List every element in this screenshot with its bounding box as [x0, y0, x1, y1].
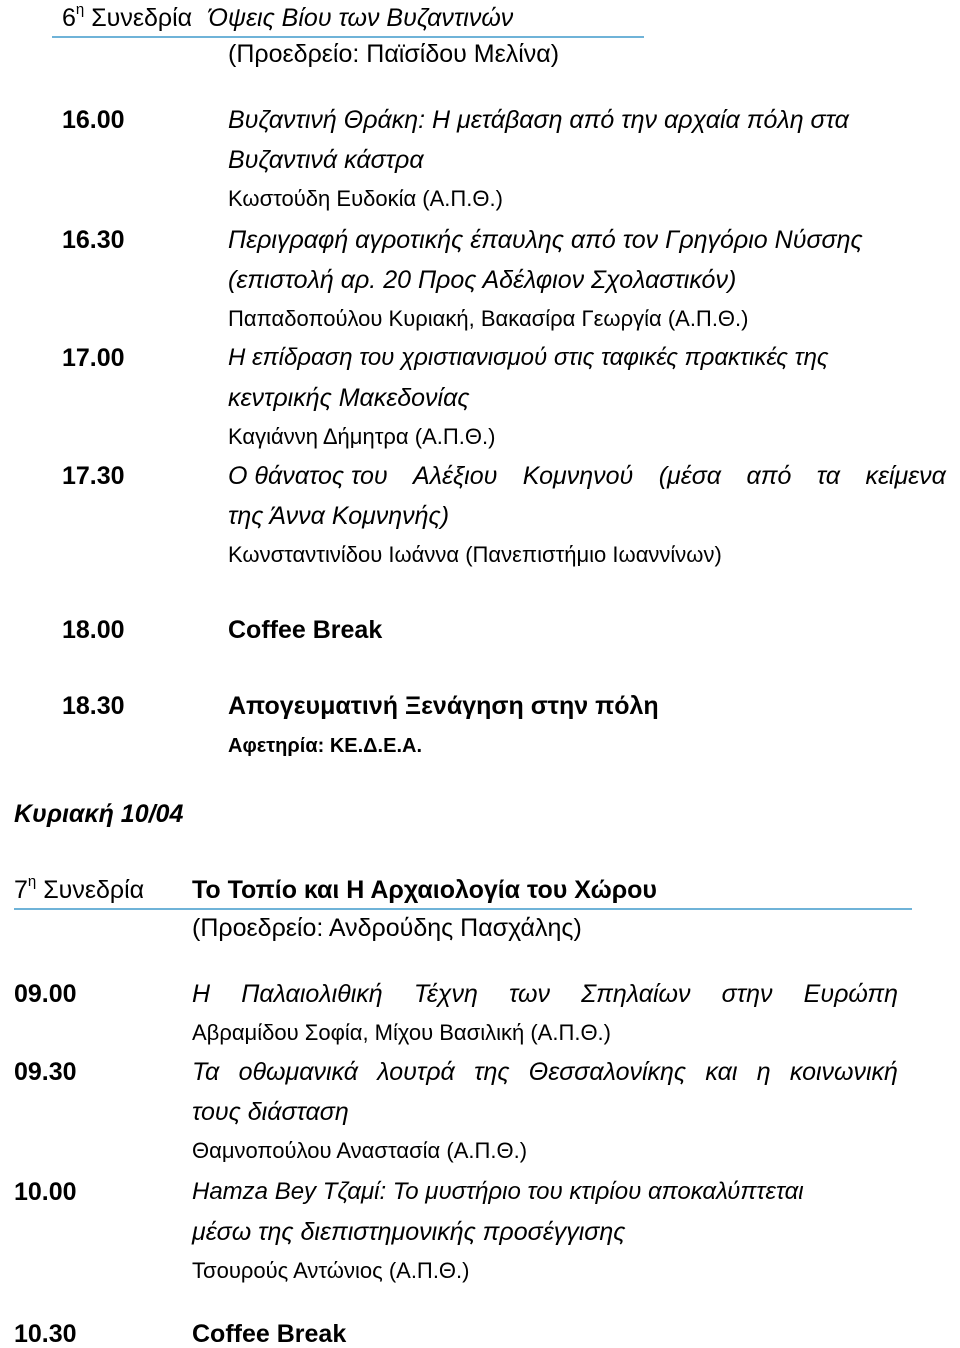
talk-time: 16.00 — [62, 106, 125, 134]
session7-rule — [14, 908, 912, 910]
talk-time: 17.30 — [62, 462, 125, 490]
title-word: τα — [816, 462, 841, 490]
talk-title: της Άννα Κομνηνής) — [228, 502, 450, 530]
session6-chair: (Προεδρείο: Παϊσίδου Μελίνα) — [228, 40, 560, 68]
talk-time: 17.00 — [62, 344, 125, 372]
title-word: και — [705, 1058, 738, 1086]
talk-title: Περιγραφή αγροτικής έπαυλης από τον Γρηγόριο Νύσσης — [228, 226, 863, 254]
talk-title: κεντρικής Μακεδονίας — [228, 384, 470, 412]
title-word: κοινωνική — [789, 1058, 898, 1086]
break-time: 10.30 — [14, 1320, 77, 1348]
title-word: κείμενα — [865, 462, 946, 490]
talk-speaker: Καγιάννη Δήμητρα (Α.Π.Θ.) — [228, 424, 496, 449]
talk-time: 09.00 — [14, 980, 77, 1008]
talk-time: 16.30 — [62, 226, 125, 254]
session6-rule — [52, 36, 644, 38]
talk-speaker: Θαμνοπούλου Αναστασία (Α.Π.Θ.) — [192, 1138, 528, 1163]
talk-speaker: Αβραμίδου Σοφία, Μίχου Βασιλική (Α.Π.Θ.) — [192, 1020, 611, 1045]
talk-speaker: Κωνσταντινίδου Ιωάννα (Πανεπιστήμιο Ιωαννίνων) — [228, 542, 722, 567]
tour-start: Αφετηρία: ΚΕ.Δ.Ε.Α. — [228, 735, 422, 757]
session7-word: Συνεδρία — [43, 876, 145, 904]
talk-title: Hamza Bey Τζαμί: Το μυστήριο του κτιρίου αποκαλύπτεται — [192, 1178, 804, 1205]
title-word: οθωμανικά — [238, 1058, 358, 1086]
talk-title: (επιστολή αρ. 20 Προς Αδέλφιον Σχολαστικόν) — [228, 266, 737, 294]
talk-title-justified — [192, 982, 898, 1007]
session7-chair: (Προεδρείο: Ανδρούδης Πασχάλης) — [192, 914, 582, 942]
talk-title-justified — [228, 464, 946, 489]
talk-time: 10.00 — [14, 1178, 77, 1206]
title-word: Θεσσαλονίκης — [528, 1058, 687, 1086]
title-word: Κομνηνού — [522, 462, 634, 490]
title-word: Τέχνη — [413, 980, 478, 1008]
title-word: Ο θάνατος του — [228, 462, 388, 490]
break-label: Coffee Break — [192, 1320, 347, 1348]
talk-time: 09.30 — [14, 1058, 77, 1086]
day-heading: Κυριακή 10/04 — [14, 800, 184, 828]
title-word: η — [756, 1058, 771, 1086]
title-word: Η — [192, 980, 211, 1008]
title-word: Σπηλαίων — [581, 980, 691, 1008]
title-word: (μέσα — [658, 462, 722, 490]
break-time: 18.00 — [62, 616, 125, 644]
title-word: Παλαιολιθική — [241, 980, 383, 1008]
title-word: Ευρώπη — [803, 980, 898, 1008]
session6-title: Όψεις Βίου των Βυζαντινών — [208, 4, 514, 32]
session7-number: 7 — [14, 876, 28, 904]
session7-ordinal: η — [27, 873, 37, 890]
session7-label — [14, 873, 145, 904]
talk-title: Βυζαντινά κάστρα — [228, 146, 424, 174]
talk-speaker: Τσουρούς Αντώνιος (Α.Π.Θ.) — [192, 1258, 470, 1283]
tour-time: 18.30 — [62, 692, 125, 720]
talk-speaker: Παπαδοπούλου Κυριακή, Βακασίρα Γεωργία (Α.Π.Θ.) — [228, 306, 749, 331]
talk-title-justified — [192, 1060, 898, 1085]
title-word: στην — [721, 980, 773, 1008]
tour-title: Απογευματινή Ξενάγηση στην πόλη — [228, 692, 659, 720]
session6-ordinal: η — [75, 1, 85, 18]
session6-label — [62, 1, 193, 32]
session7-title: Το Τοπίο και Η Αρχαιολογία του Χώρου — [192, 876, 657, 904]
title-word: από — [746, 462, 792, 490]
session6-number: 6 — [62, 4, 76, 32]
talk-speaker: Κωστούδη Ευδοκία (Α.Π.Θ.) — [228, 186, 503, 211]
title-word: των — [509, 980, 550, 1008]
title-word: Τα — [192, 1058, 220, 1086]
session6-word: Συνεδρία — [91, 4, 193, 32]
talk-title: Βυζαντινή Θράκη: Η μετάβαση από την αρχαία πόλη στα — [228, 106, 849, 134]
title-word: Αλέξιου — [413, 462, 498, 490]
title-word: λουτρά — [377, 1058, 455, 1086]
talk-title: τους διάσταση — [192, 1098, 349, 1126]
break-label: Coffee Break — [228, 616, 383, 644]
title-word: της — [474, 1058, 510, 1086]
talk-title: μέσω της διεπιστημονικής προσέγγισης — [192, 1218, 626, 1246]
talk-title: Η επίδραση του χριστιανισμού στις ταφικές πρακτικές της — [228, 344, 829, 371]
